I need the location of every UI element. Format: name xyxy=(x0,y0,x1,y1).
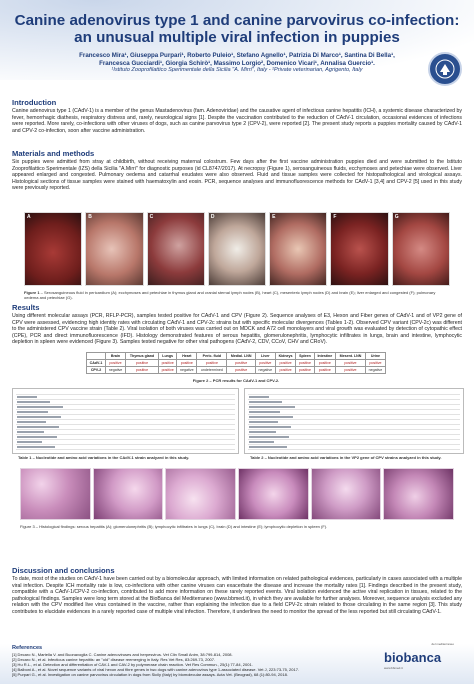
table-cell: undetermined xyxy=(197,367,227,374)
figure-3-caption: Figure 3 – Histological findings: serous hepatitis (A); glomerulonephritis (B); lymphocytic infiltrates in lungs (C), brain (D) and intestine (E); lymphocytic depletion in spleen (F). xyxy=(20,524,328,529)
table-rule xyxy=(248,429,460,430)
table-cell: positive xyxy=(296,360,314,367)
table-text-placeholder xyxy=(249,436,289,438)
table-2 xyxy=(244,388,464,454)
results-text: Using different molecular assays (PCR, RFLP-PCR), samples tested positive for CAdV-1 and CPV (Figure 2). Sequence analyses of E3, Hexon and Fiber genes of CAdV-1 and of VP2 gene of CPV were assessed, evidencing high identity rates with circulating CAdV-1 and CPV-2c strains but with specific molecular divergences (Tables 1-2). Observed CPV variant (CPV-2c) was different to the administered CPV vaccine strain (Table 2). Viral isolation of both viruses was carried out on MDCK and A72 cell monolayers and viral growth was evaluated by detection of cytopathic effect (CPE), PCR and direct immunofluorescence (IFD). Histology demonstrated features of serous hepatitis, glomerulonephritis, lymphocytic infiltrates in lungs, brain and intestine, lymphocytic depletion in spleen were evidenced (Figure 3). Samples tested negative for other viral pathogens (CAdV-2, CDV, CCoV, CHV and CRoV). xyxy=(12,313,462,346)
table-header-cell: Liver xyxy=(255,353,275,360)
table-rule xyxy=(248,434,460,435)
figure-1-panel: C xyxy=(147,212,205,286)
table-cell: positive xyxy=(314,360,335,367)
reference-item: [2] Decaro N., et al. Infectious canine hepatitis: an "old" disease reemerging in Italy. Res Vet Res, 83:269-73, 2007. xyxy=(12,657,216,662)
table-rule xyxy=(248,399,460,400)
table-rule xyxy=(16,399,235,400)
table-rule xyxy=(16,434,235,435)
table-rule xyxy=(248,414,460,415)
table-rule xyxy=(16,429,235,430)
table-header-row xyxy=(87,353,386,360)
table-header-cell: Peric. fluid xyxy=(197,353,227,360)
table-cell: positive xyxy=(336,360,366,367)
table-text-placeholder xyxy=(249,446,287,448)
table-cell: positive xyxy=(177,360,197,367)
references-heading: References xyxy=(12,645,43,651)
table-rule xyxy=(16,404,235,405)
institute-logo xyxy=(428,52,462,86)
discussion-text: To date, most of the studies on CAdV-1 have been carried out by a biomolecular approach, with limited information on related pathological evidences, particularly in cases associated with a multiple viral infection. Despite ICH mortality rate is low, co-infections with other canine viruses can exacerbate the disease and increase the mortality rates [1]. Findings described in the present study, compatible with a CAdV-1/CPV-2 co-infection, contributed to add more information on these rarely reported events. Viral isolation evidenced the active viral replication in tissues, related to the pathological findings. Samples were long term stored at the BioBanca del Mediterraneo (www.bbmed.it), in which they are available for further analyses. Moreover, sequence analysis excluded any relation with the CPV modified live virus contained in the vaccine, rather than explaining the infection due to a field CPV-2c strain related to those circulating in the same region [3]. This study contributes to elucidate evidences in a rarely reported case of multiple viral infection. Therefore, it underlines the need to monitor the spread of the less reported but still circulating CAdV-1. xyxy=(12,576,462,615)
table-text-placeholder xyxy=(17,401,50,403)
table-cell: positive xyxy=(275,367,295,374)
table-rule xyxy=(248,424,460,425)
table-header-cell: Mesent. LNN xyxy=(336,353,366,360)
figure-1-panels xyxy=(24,212,450,286)
table-rule xyxy=(16,439,235,440)
table-header-cell: Lungs xyxy=(159,353,177,360)
header xyxy=(10,12,464,74)
introduction-heading: Introduction xyxy=(12,98,57,107)
figure-1-panel: A xyxy=(24,212,82,286)
reference-item: [1] Decaro N., Martella V. and Buonavoglia C. Canine adenoviruses and herpesvirus. Vet Clin Small Anim, 38:799-814, 2008. xyxy=(12,652,233,657)
table-rule xyxy=(16,419,235,420)
table-rule xyxy=(16,444,235,445)
table-text-placeholder xyxy=(249,441,274,443)
table-rule xyxy=(16,449,235,450)
table-cell: positive xyxy=(227,360,255,367)
table-header-cell: Medial. LNN xyxy=(227,353,255,360)
table-header-cell xyxy=(87,353,106,360)
table-cell: positive xyxy=(126,367,159,374)
table-cell: positive xyxy=(126,360,159,367)
seal-icon xyxy=(434,58,456,80)
table-cell: positive xyxy=(159,360,177,367)
table-text-placeholder xyxy=(17,441,42,443)
results-heading: Results xyxy=(12,303,40,312)
table-rule xyxy=(248,404,460,405)
table-text-placeholder xyxy=(249,411,280,413)
methods-heading: Materials and methods xyxy=(12,149,95,158)
table-cell: positive xyxy=(365,360,385,367)
figure-1-panel: E xyxy=(269,212,327,286)
figure-1-panel: G xyxy=(392,212,450,286)
table-cell: positive xyxy=(106,360,126,367)
figure-1-caption: Figure 1 – Serosanguineous fluid in pericardium (A); ecchymoses and petechiae in thymus gland and cranial sternal lymph nodes (B), heart (C), mesenteric lymph nodes (D) and brain (E); liver enlarged and congested (F); pulmonary oedema and petechiae (G). xyxy=(24,290,436,300)
figure-2-caption: Figure 2 – PCR results for CAdV-1 and CPV-2. xyxy=(192,378,280,383)
table-rule xyxy=(248,409,460,410)
figure-1-panel: D xyxy=(208,212,266,286)
discussion-heading: Discussion and conclusions xyxy=(12,566,115,575)
table-cell: positive xyxy=(296,367,314,374)
reference-item: [5] Purpari G., et al. Investigation on canine parvovirus circulation in dogs from Sicily (Italy) by biomolecular assays. Acta Vet. (Beograd), 68 (1):80-94, 2018. xyxy=(12,672,288,677)
figure-3-panel xyxy=(165,468,236,520)
table-cell: negative xyxy=(255,367,275,374)
table-body xyxy=(87,360,386,374)
table-cell: negative xyxy=(106,367,126,374)
table-text-placeholder xyxy=(249,406,295,408)
table-rule xyxy=(248,439,460,440)
reference-item: [4] Balboni A., et al. Novel sequence variants of viral hexon and fibre genes in two dogs with canine adenovirus type 1-associated disease. Vet J, 223:73-75, 2017. xyxy=(12,667,300,672)
table-text-placeholder xyxy=(17,421,46,423)
table-1-caption: Table 1 – Nucleotide and amino acid variations in the CAdV-1 strain analyzed in this study. xyxy=(18,455,190,460)
pcr-results-table xyxy=(86,352,386,374)
table-header-cell: Brain xyxy=(106,353,126,360)
table-header-cell: Heart xyxy=(177,353,197,360)
table-cell: positive xyxy=(159,367,177,374)
table-rule xyxy=(16,414,235,415)
figure-3-panel xyxy=(20,468,91,520)
figure-3-panels xyxy=(20,468,454,520)
table-cell: positive xyxy=(336,367,366,374)
table-cell: positive xyxy=(314,367,335,374)
figure-3-panel xyxy=(383,468,454,520)
table-rule xyxy=(16,409,235,410)
table-header-cell: Kidneys xyxy=(275,353,295,360)
table-1 xyxy=(12,388,239,454)
table-text-placeholder xyxy=(17,416,61,418)
table-header-cell: Intestine xyxy=(314,353,335,360)
table-text-placeholder xyxy=(17,406,63,408)
table-text-placeholder xyxy=(17,411,48,413)
figure-3-panel xyxy=(238,468,309,520)
table-rule xyxy=(248,419,460,420)
poster-title: Canine adenovirus type 1 and canine parvovirus co-infection: an unusual multiple viral infection in puppies xyxy=(14,12,460,46)
table-rule xyxy=(248,449,460,450)
table-header-cell: Spleen xyxy=(296,353,314,360)
table-header-cell: Urine xyxy=(365,353,385,360)
table-rule xyxy=(248,394,460,395)
table-text-placeholder xyxy=(17,446,55,448)
biobanca-logo: del mediterraneo biobanca www.bbmed.it xyxy=(384,642,454,670)
reference-item: [3] Hu R.L., et al. Detection and differentiation of CAV-1 and CAV-2 by polymerase chain reaction. Vet Res Commun., 25(1):77-84, 2001. xyxy=(12,662,253,667)
table-text-placeholder xyxy=(249,421,278,423)
table-text-placeholder xyxy=(17,426,59,428)
table-text-placeholder xyxy=(249,426,291,428)
row-label: CAdV-1 xyxy=(87,360,106,367)
table-text-placeholder xyxy=(249,431,276,433)
table-cell: positive xyxy=(227,367,255,374)
author-list: Francesco Mira¹, Giuseppa Purpari¹, Roberto Puleio¹, Stefano Agnello¹, Patrizia Di Marco¹, Santina Di Bella¹, Francesca Gucciardi¹, Giorgia Schirò¹, Massimo Lorgio², Domenico Vicari¹, Annalisa Guercio¹. xyxy=(79,52,395,67)
table-2-caption: Table 2 – Nucleotide and amino acid variations in the VP2 gene of CPV strains analyzed in this study. xyxy=(250,455,442,460)
table-text-placeholder xyxy=(17,436,57,438)
affiliation: ¹Istituto Zooprofilattico Sperimentale della Sicilia "A. Mirri", Italy - ²Private veterinarian, Agrigento, Italy xyxy=(111,67,363,73)
figure-1-panel: B xyxy=(85,212,143,286)
methods-text: Six puppies were admitted from stray at childbirth, without receiving maternal colostrum. Few days after the first vaccine administration puppies died and were submitted to the Istituto Zooprofilattico Sperimentale (IZS) della Sicilia "A.Mirri" for diagnostic purposes (id CL8747/2017). At necropsy (Figure 1), serosanguineous fluids, ecchymoses and petechiae were observed. Liver appeared enlarged and congested. Pulmonary oedema and catarrhal exudates were also observed. Fluid and tissue samples were collected for histopathological and virological assays. Histological sections of tissue samples were stained with haematoxylin and eosin. PCR, sequence analyses and immunofluorescence methods for CAdV-1 [3,4] and CPV-2 [5] used in this study were previously reported. xyxy=(12,159,462,192)
table-cell: positive xyxy=(255,360,275,367)
table-cell: positive xyxy=(197,360,227,367)
table-text-placeholder xyxy=(17,396,37,398)
figure-3-panel xyxy=(93,468,164,520)
table-text-placeholder xyxy=(17,431,44,433)
table-cell: positive xyxy=(275,360,295,367)
references-list xyxy=(12,652,372,677)
table-rule xyxy=(16,394,235,395)
table-rule xyxy=(248,444,460,445)
table-cell: negative xyxy=(365,367,385,374)
table-rule xyxy=(16,424,235,425)
table-text-placeholder xyxy=(249,416,293,418)
table-text-placeholder xyxy=(249,401,282,403)
table-text-placeholder xyxy=(249,396,269,398)
table-row xyxy=(87,360,386,367)
table-header-cell: Thymus gland xyxy=(126,353,159,360)
introduction-text: Canine adenovirus type 1 (CAdV-1) is a member of the genus Mastadenovirus (fam. Adenoviridae) and the causative agent of infectious canine hepatitis (ICH), a systemic disease characterized by fever, hemorrhagic diathesis, respiratory distress and, rarely, neurological signs [1]. Despite the vaccination contributed to the reduction of CAdV-1 circulation, occasional evidences of infections were reported. More rarely, co-infections with other viruses of dogs, such as canine parvovirus type 2 (CPV-2), were reported [2]. The present study reports a puppies mortality caused by CAdV-1 and CPV-2 co-infection, soon after vaccine administration. xyxy=(12,108,462,134)
figure-3-panel xyxy=(311,468,382,520)
figure-1-panel: F xyxy=(330,212,388,286)
row-label: CPV-2 xyxy=(87,367,106,374)
table-row xyxy=(87,367,386,374)
table-cell: negative xyxy=(177,367,197,374)
